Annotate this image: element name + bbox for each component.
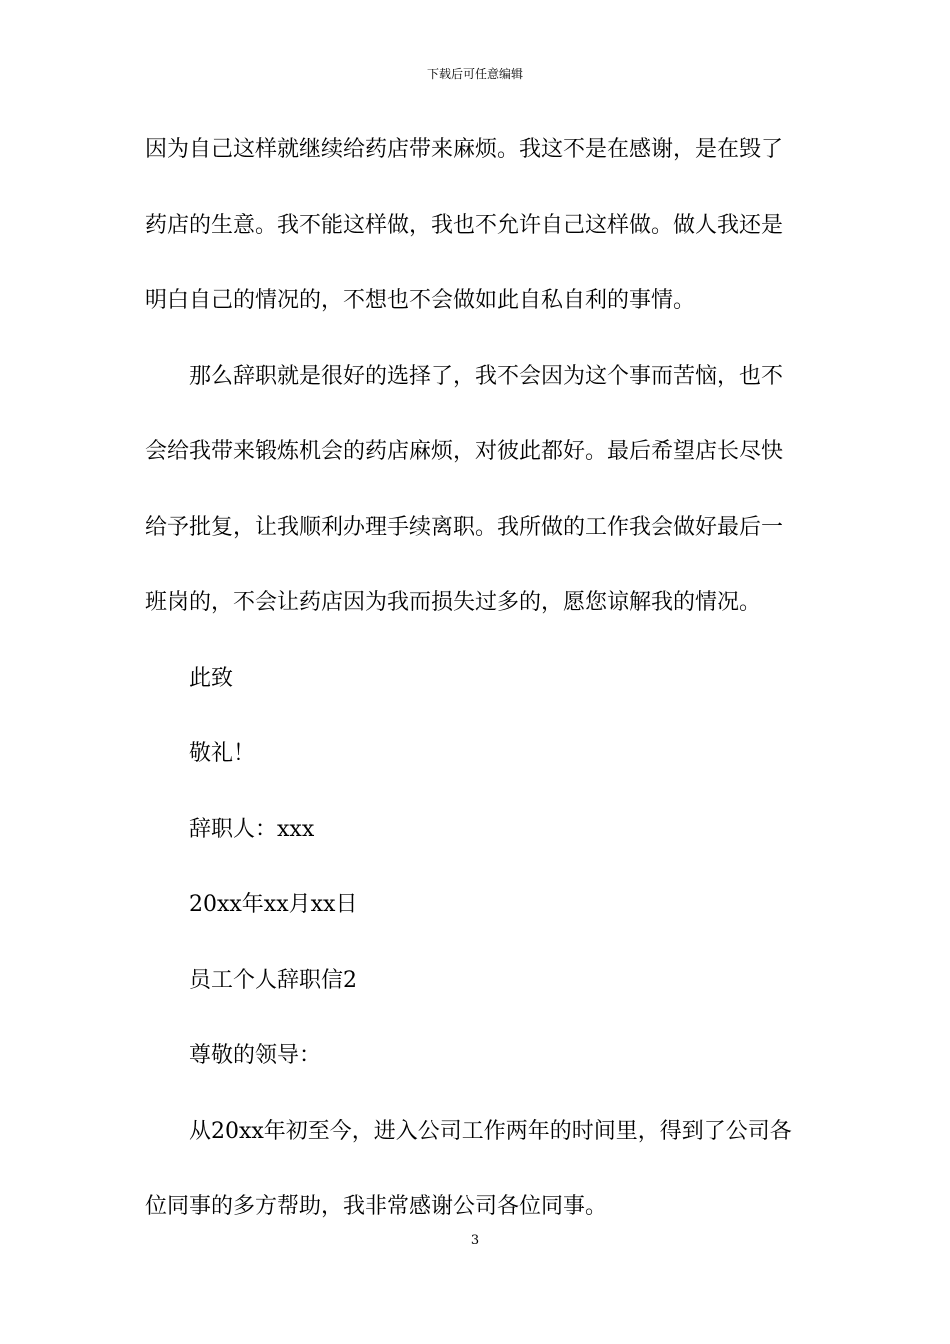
- paragraph-line: 位同事的多方帮助，我非常感谢公司各位同事。: [145, 1194, 608, 1219]
- paragraph-line: 那么辞职就是很好的选择了，我不会因为这个事而苦恼，也不: [189, 363, 784, 389]
- paragraph-line: 给予批复，让我顺利办理手续离职。我所做的工作我会做好最后一: [145, 514, 784, 540]
- document-body: [145, 132, 815, 1265]
- closing-regards: 敬礼！: [189, 741, 256, 766]
- letter-greeting: 尊敬的领导：: [189, 1043, 322, 1068]
- closing-salutation: 此致: [189, 665, 234, 691]
- paragraph-line: 药店的生意。我不能这样做，我也不允许自己这样做。做人我还是: [145, 212, 784, 238]
- date-line: 20xx年xx月xx日: [189, 892, 358, 917]
- paragraph-line: 因为自己这样就继续给药店带来麻烦。我这不是在感谢，是在毁了: [145, 137, 784, 162]
- section-title: 员工个人辞职信2: [189, 967, 357, 993]
- paragraph-line: 明白自己的情况的，不想也不会做如此自私自利的事情。: [145, 288, 696, 313]
- signature-line: 辞职人：xxx: [189, 816, 315, 842]
- page-header-note: 下载后可任意编辑: [426, 67, 523, 81]
- paragraph-line: 从20xx年初至今，进入公司工作两年的时间里，得到了公司各: [189, 1118, 792, 1144]
- paragraph-line: 会给我带来锻炼机会的药店麻烦，对彼此都好。最后希望店长尽快: [145, 439, 784, 464]
- page-number: 3: [470, 1233, 480, 1248]
- paragraph-line: 班岗的，不会让药店因为我而损失过多的，愿您谅解我的情况。: [145, 590, 762, 615]
